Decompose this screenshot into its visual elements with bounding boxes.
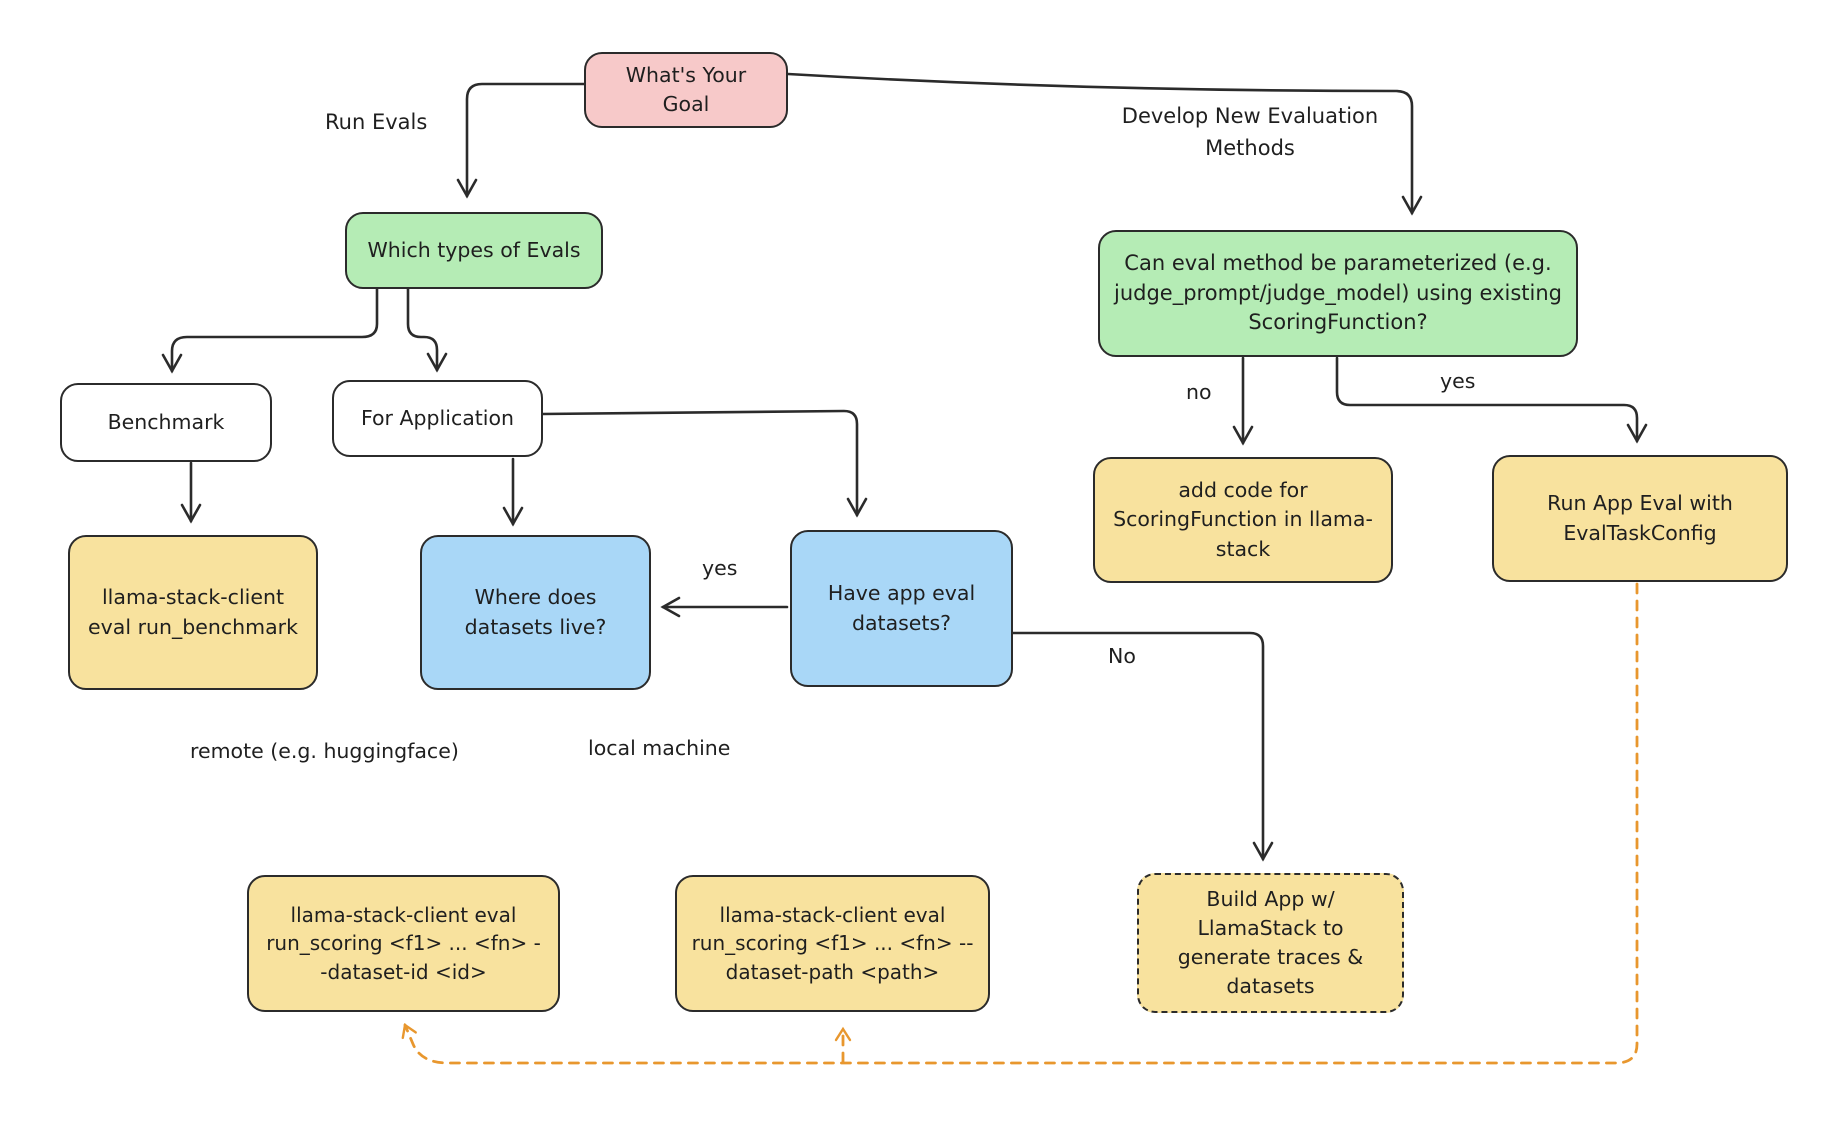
- node-build-app-with-llamastack: [1137, 873, 1404, 1013]
- node-run-scoring-dataset-path-command-label: llama-stack-client eval run_scoring <f1> ... <fn> --dataset-path <path>: [691, 902, 974, 984]
- node-have-app-eval-datasets: [790, 530, 1013, 687]
- edge-for-application-to-have-datasets: [542, 411, 857, 515]
- edge-label-no-have-datasets: No: [1108, 644, 1136, 668]
- node-run-benchmark-command-label: llama-stack-client eval run_benchmark: [88, 585, 298, 639]
- node-run-app-eval-with-evaltaskconfig: [1492, 455, 1788, 582]
- node-run-scoring-dataset-id-command: [247, 875, 560, 1012]
- node-for-application: [332, 380, 543, 457]
- edge-label-yes-parameterized: yes: [1440, 369, 1476, 393]
- node-add-code-for-scoringfunction: [1093, 457, 1393, 583]
- edge-goal-to-which-types: [467, 84, 584, 196]
- node-run-benchmark-command: [68, 535, 318, 690]
- edge-label-run-evals: Run Evals: [325, 110, 428, 134]
- node-where-does-datasets-live-label: Where does datasets live?: [464, 585, 607, 639]
- node-benchmark: [60, 383, 272, 462]
- node-whats-your-goal-label: What's Your Goal: [625, 62, 747, 116]
- node-build-app-with-llamastack-label: Build App w/ LlamaStack to generate traces & datasets: [1177, 886, 1364, 999]
- edge-which-types-to-for-application: [408, 289, 437, 370]
- edge-label-local-machine: local machine: [588, 736, 731, 760]
- edge-label-remote-huggingface: remote (e.g. huggingface): [190, 739, 459, 763]
- node-have-app-eval-datasets-label: Have app eval datasets?: [827, 581, 976, 635]
- node-whats-your-goal: [584, 52, 788, 128]
- node-add-code-for-scoringfunction-label: add code for ScoringFunction in llama-stack: [1113, 478, 1373, 561]
- node-can-eval-method-be-parameterized-label: Can eval method be parameterized (e.g. judge_prompt/judge_model) using existing ScoringFunction?: [1114, 250, 1563, 335]
- node-run-scoring-dataset-id-command-label: llama-stack-client eval run_scoring <f1> ... <fn> --dataset-id <id>: [266, 902, 541, 984]
- edge-label-develop-new-evaluation-methods: Develop New Evaluation Methods: [1121, 104, 1379, 160]
- node-which-types-of-evals-label: Which types of Evals: [367, 237, 581, 262]
- edge-have-datasets-no-to-build-app: [1013, 633, 1263, 859]
- edge-label-yes-have-datasets: yes: [702, 556, 738, 580]
- node-run-scoring-dataset-path-command: [675, 875, 990, 1012]
- node-for-application-label: For Application: [360, 405, 515, 430]
- node-benchmark-label: Benchmark: [107, 409, 225, 434]
- node-can-eval-method-be-parameterized: [1098, 230, 1578, 357]
- edge-parameterized-yes-to-run-app-eval: [1337, 358, 1637, 441]
- edge-which-types-to-benchmark: [172, 289, 377, 371]
- node-which-types-of-evals: [345, 212, 603, 289]
- node-run-app-eval-with-evaltaskconfig-label: Run App Eval with EvalTaskConfig: [1547, 491, 1733, 545]
- node-where-does-datasets-live: [420, 535, 651, 690]
- edge-label-no-parameterized: no: [1186, 380, 1212, 404]
